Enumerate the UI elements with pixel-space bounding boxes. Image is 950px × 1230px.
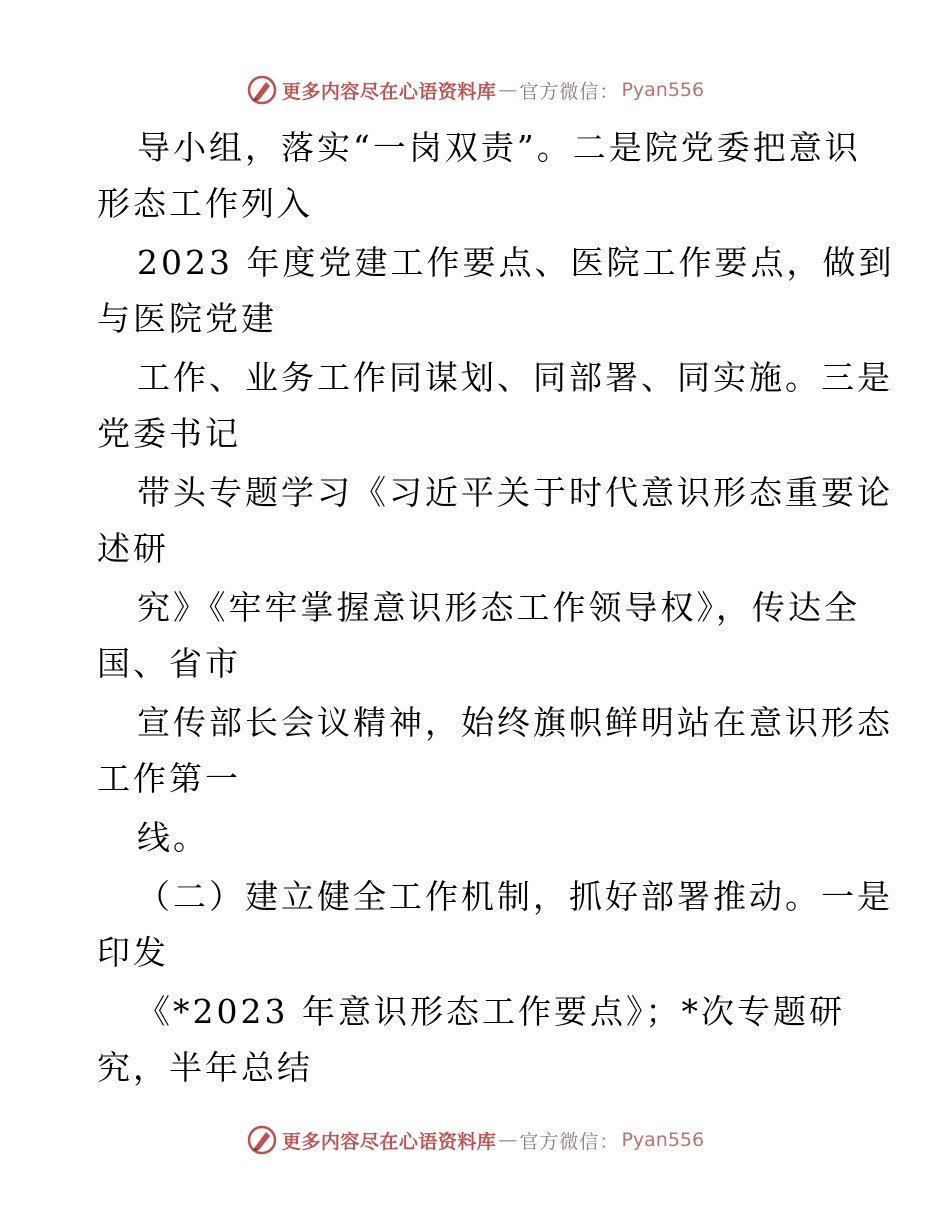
text-line: 2023 年度党建工作要点、医院工作要点，做到 [137, 243, 895, 282]
watermark-official-label: 官方微信： [519, 80, 620, 103]
watermark-account: Pyan556 [621, 1129, 705, 1151]
text-line: 形态工作列入 [97, 184, 313, 223]
text-line: （二）建立健全工作机制，抓好部署推动。一是 [137, 877, 893, 916]
text-line: 印发 [97, 933, 169, 972]
watermark-official-label: 官方微信： [519, 1130, 620, 1153]
text-line: 述研 [97, 529, 169, 568]
text-line: 宣传部长会议精神，始终旗帜鲜明站在意识形态 [137, 703, 893, 742]
pen-nib-logo-icon [246, 74, 278, 106]
text-line: 线。 [137, 818, 209, 857]
watermark-brand: 更多内容尽在心语资料库 [281, 80, 497, 103]
text-line: 国、省市 [97, 644, 241, 683]
text-line: 与医院党建 [97, 299, 277, 338]
text-line: 究，半年总结 [97, 1048, 313, 1087]
text-line: 导小组，落实“一岗双责”。二是院党委把意识 [137, 128, 861, 167]
text-line: 党委书记 [97, 414, 241, 453]
watermark-brand: 更多内容尽在心语资料库 [281, 1130, 497, 1153]
watermark-account: Pyan556 [621, 79, 705, 101]
pen-nib-logo-icon [246, 1124, 278, 1156]
text-line: 工作第一 [97, 759, 241, 798]
watermark-dash: — [498, 79, 518, 101]
text-line: 工作、业务工作同谋划、同部署、同实施。三是 [137, 358, 893, 397]
text-line: 究》《牢牢掌握意识形态工作领导权》，传达全 [137, 588, 860, 627]
footer-watermark [0, 1120, 950, 1160]
watermark-dash: — [498, 1129, 518, 1151]
header-watermark [0, 70, 950, 110]
text-line: 《*2023 年意识形态工作要点》；*次专题研 [137, 992, 845, 1031]
text-line: 带头专题学习《习近平关于时代意识形态重要论 [137, 473, 893, 512]
